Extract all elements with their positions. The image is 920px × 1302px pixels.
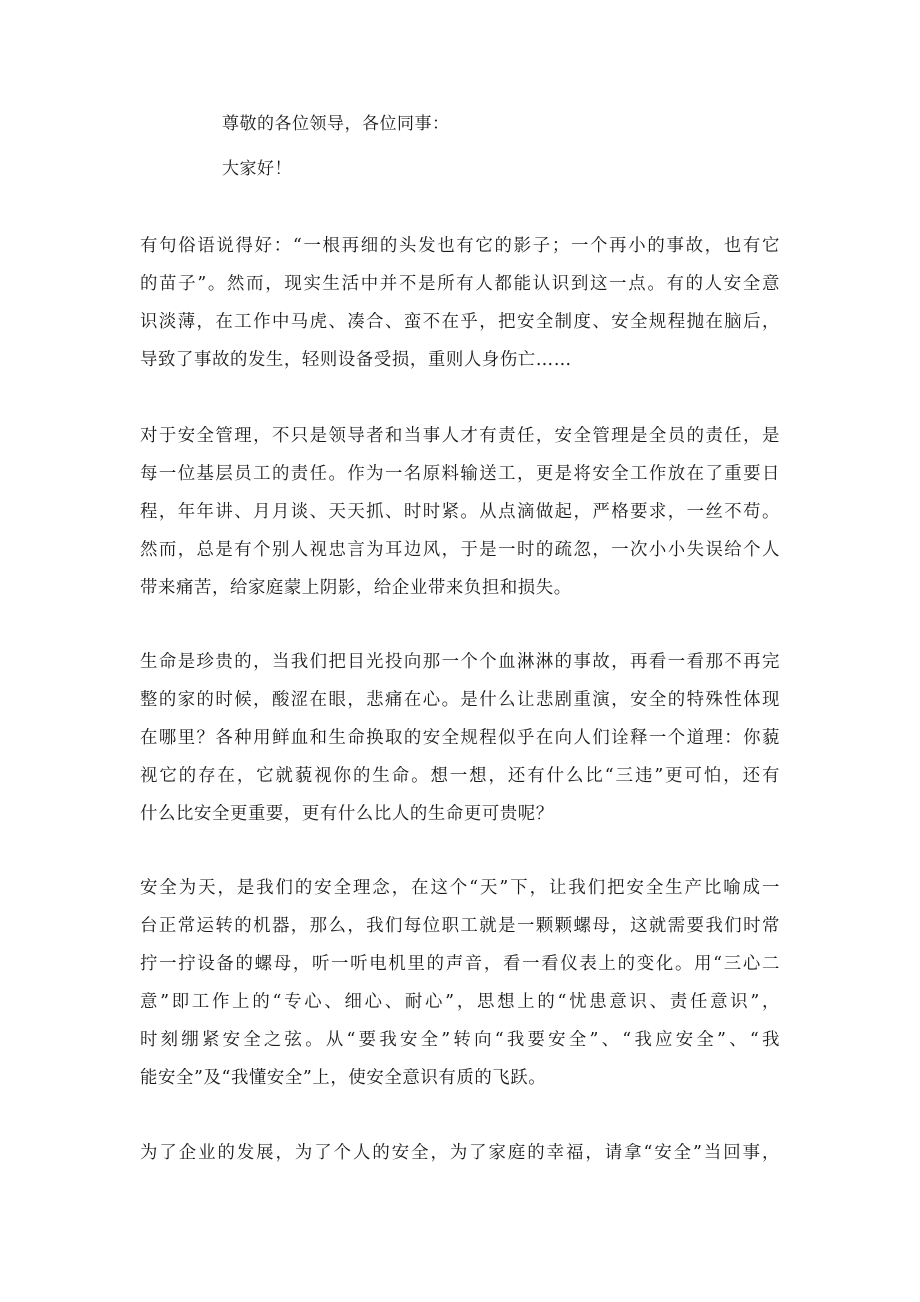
paragraph-2 bbox=[140, 417, 780, 607]
text-line: 导致了事故的发生，轻则设备受损，重则人身伤亡…… bbox=[140, 350, 572, 370]
text-line: 安全为天，是我们的安全理念，在这个“天”下，让我们把安全生产比喻成一 bbox=[140, 878, 780, 898]
text-line: 时刻绷紧安全之弦。从“要我安全”转向“我要安全”、“我应安全”、“我 bbox=[140, 1030, 780, 1050]
salutation: 尊敬的各位领导，各位同事： bbox=[222, 114, 450, 134]
paragraph-4 bbox=[140, 869, 780, 1097]
text-line: 每一位基层员工的责任。作为一名原料输送工，更是将安全工作放在了重要日 bbox=[140, 464, 780, 484]
text-line: 什么比安全更重要，更有什么比人的生命更可贵呢？ bbox=[140, 804, 554, 824]
text-line: 的苗子”。然而，现实生活中并不是所有人都能认识到这一点。有的人安全意 bbox=[140, 274, 780, 294]
text-line: 拧一拧设备的螺母，听一听电机里的声音，看一看仪表上的变化。用“三心二 bbox=[140, 954, 780, 974]
paragraph-3 bbox=[140, 643, 780, 833]
text-line: 有句俗语说得好：“一根再细的头发也有它的影子；一个再小的事故，也有它 bbox=[140, 236, 780, 256]
text-line: 为了企业的发展，为了个人的安全，为了家庭的幸福，请拿“安全”当回事， bbox=[140, 1143, 780, 1163]
text-line: 生命是珍贵的，当我们把目光投向那一个个血淋淋的事故，再看一看那不再完 bbox=[140, 652, 780, 672]
text-line: 程，年年讲、月月谈、天天抓、时时紧。从点滴做起，严格要求，一丝不苟。 bbox=[140, 502, 780, 522]
text-line: 台正常运转的机器，那么，我们每位职工就是一颗颗螺母，这就需要我们时常 bbox=[140, 916, 780, 936]
text-line: 能安全”及“我懂安全”上，使安全意识有质的飞跃。 bbox=[140, 1068, 547, 1088]
paragraph-1 bbox=[140, 227, 780, 379]
text-line: 整的家的时候，酸涩在眼，悲痛在心。是什么让悲剧重演，安全的特殊性体现 bbox=[140, 690, 780, 710]
text-line: 在哪里？各种用鲜血和生命换取的安全规程似乎在向人们诠释一个道理：你藐 bbox=[140, 728, 780, 748]
text-line: 对于安全管理，不只是领导者和当事人才有责任，安全管理是全员的责任，是 bbox=[140, 426, 780, 446]
text-line: 然而，总是有个别人视忠言为耳边风，于是一时的疏忽，一次小小失误给个人 bbox=[140, 540, 780, 560]
paragraph-5 bbox=[140, 1134, 780, 1172]
text-line: 带来痛苦，给家庭蒙上阴影，给企业带来负担和损失。 bbox=[140, 578, 572, 598]
text-line: 识淡薄，在工作中马虎、凑合、蛮不在乎，把安全制度、安全规程抛在脑后， bbox=[140, 312, 780, 332]
greeting: 大家好！ bbox=[222, 159, 292, 179]
text-line: 视它的存在，它就藐视你的生命。想一想，还有什么比“三违”更可怕，还有 bbox=[140, 766, 780, 786]
text-line: 意”即工作上的“专心、细心、耐心”，思想上的“忧患意识、责任意识”， bbox=[140, 992, 780, 1012]
